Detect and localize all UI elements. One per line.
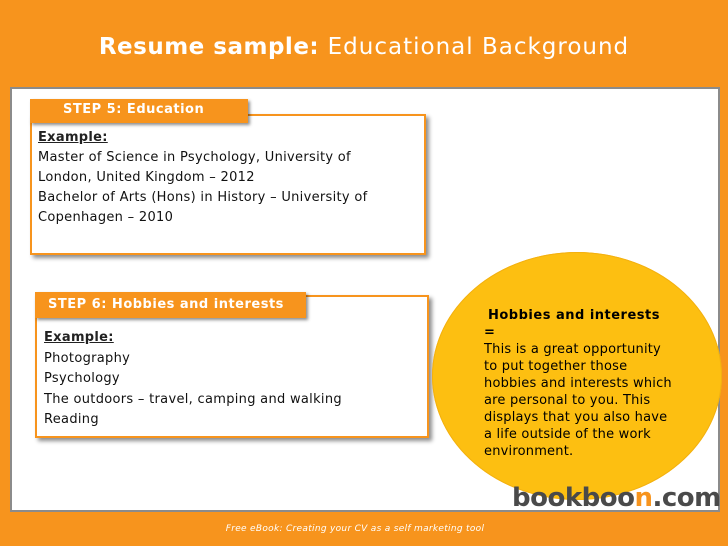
step6-example-label: Example: xyxy=(44,330,114,345)
bookboon-logo xyxy=(512,482,721,514)
slide-title xyxy=(0,34,728,60)
step5-tab: STEP 5: Education xyxy=(30,99,248,123)
step5-line: Master of Science in Psychology, University of xyxy=(38,150,351,165)
step5-line: Bachelor of Arts (Hons) in History – University of xyxy=(38,190,368,205)
step6-line: Photography xyxy=(44,350,131,366)
callout-text xyxy=(484,307,704,460)
callout-line: to put together those xyxy=(484,359,628,374)
step6-content xyxy=(44,328,424,431)
step5-line: London, United Kingdom – 2012 xyxy=(38,170,255,185)
callout-equals: = xyxy=(484,325,496,340)
callout-line: displays that you also have xyxy=(484,410,668,425)
callout-heading: Hobbies and interests xyxy=(488,308,660,323)
callout-line: a life outside of the work xyxy=(484,427,651,442)
step6-line: The outdoors – travel, camping and walking xyxy=(44,391,342,407)
logo-part1: bookboo xyxy=(512,483,635,513)
logo-part3: .com xyxy=(652,483,721,513)
step5-example-label: Example: xyxy=(38,130,108,145)
logo-part2: n xyxy=(634,483,653,513)
callout-line: environment. xyxy=(484,444,574,459)
step6-line: Reading xyxy=(44,412,99,427)
footer-text: Free eBook: Creating your CV as a self marketing tool xyxy=(225,524,485,534)
title-bold: Resume sample: xyxy=(98,34,320,60)
step5-content xyxy=(38,128,418,228)
title-rest: Educational Background xyxy=(327,34,630,60)
step6-tab: STEP 6: Hobbies and interests xyxy=(35,292,306,318)
callout-line: are personal to you. This xyxy=(484,393,651,408)
callout-line: hobbies and interests which xyxy=(484,376,672,391)
step5-line: Copenhagen – 2010 xyxy=(38,210,174,225)
step6-line: Psychology xyxy=(44,371,120,386)
callout-line: This is a great opportunity xyxy=(484,342,661,357)
